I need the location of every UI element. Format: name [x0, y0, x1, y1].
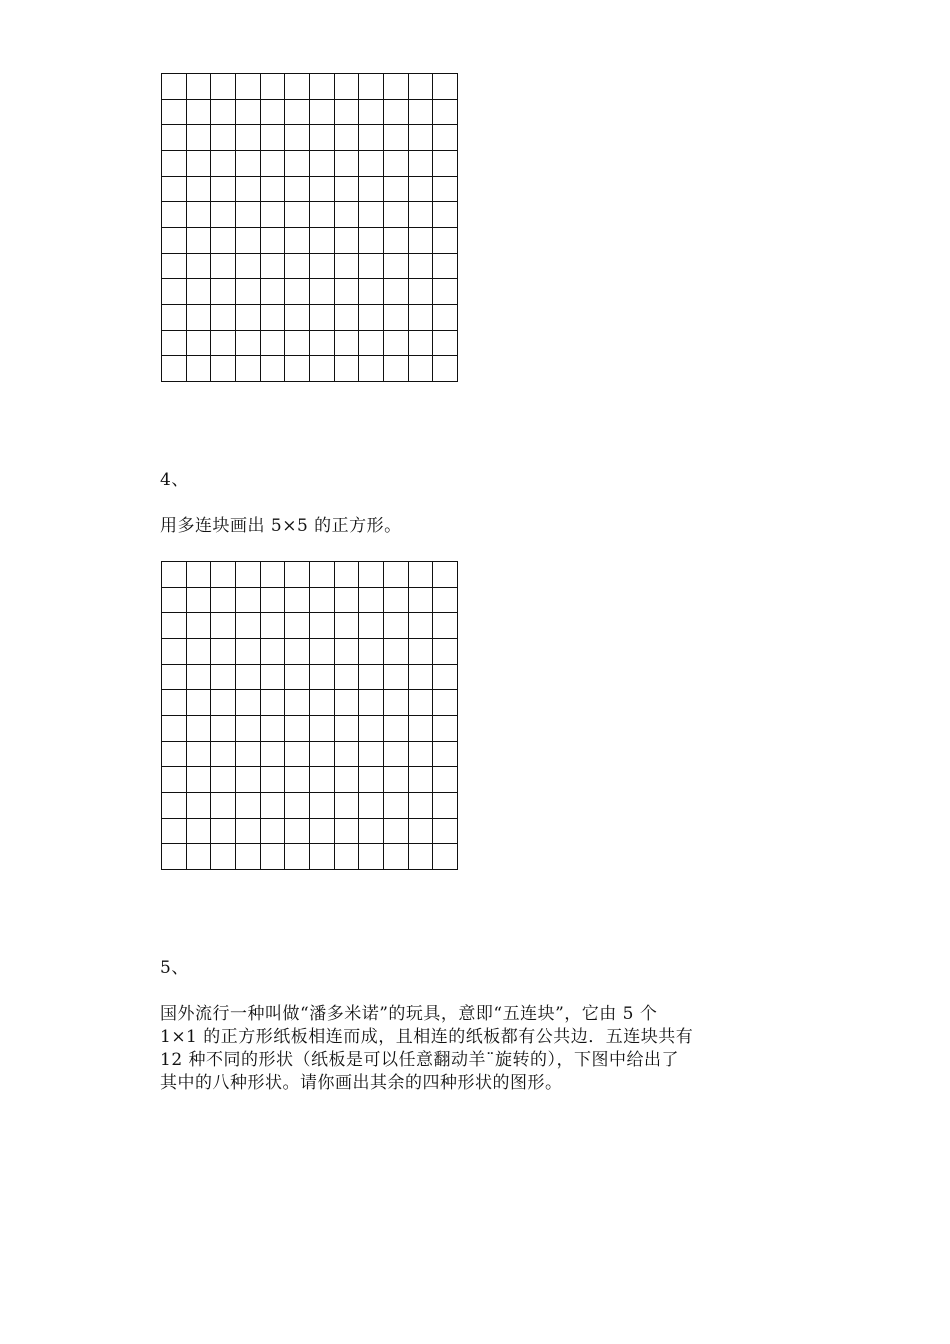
grid-cell [162, 305, 187, 331]
grid-cell [285, 562, 310, 588]
grid-cell [162, 331, 187, 357]
grid-cell [285, 279, 310, 305]
grid-cell [187, 202, 212, 228]
grid-cell [285, 356, 310, 382]
grid-cell [335, 228, 360, 254]
grid-cell [187, 819, 212, 845]
grid-cell [335, 151, 360, 177]
grid-cell [409, 356, 434, 382]
grid-cell [211, 356, 236, 382]
grid-cell [310, 716, 335, 742]
grid-cell [384, 305, 409, 331]
grid-cell [384, 639, 409, 665]
grid-cell [261, 151, 286, 177]
grid-cell [433, 151, 458, 177]
grid-cell [285, 716, 310, 742]
grid-cell [409, 562, 434, 588]
grid-cell [433, 665, 458, 691]
grid-cell [384, 356, 409, 382]
grid-cell [285, 254, 310, 280]
grid-cell [236, 228, 261, 254]
grid-cell [409, 793, 434, 819]
grid-cell [211, 279, 236, 305]
grid-cell [384, 767, 409, 793]
grid-cell [310, 177, 335, 203]
grid-cell [187, 125, 212, 151]
grid-cell [335, 279, 360, 305]
grid-cell [384, 228, 409, 254]
grid-cell [162, 177, 187, 203]
grid-cell [335, 331, 360, 357]
grid-cell [359, 151, 384, 177]
grid-cell [236, 588, 261, 614]
grid-cell [433, 716, 458, 742]
grid-cell [162, 690, 187, 716]
grid-cell [384, 151, 409, 177]
grid-cell [236, 356, 261, 382]
grid-cell [187, 254, 212, 280]
grid-cell [335, 74, 360, 100]
grid-cell [236, 665, 261, 691]
grid-cell [359, 716, 384, 742]
grid-cell [236, 305, 261, 331]
grid-cell [433, 202, 458, 228]
grid-cell [359, 74, 384, 100]
grid-cell [310, 767, 335, 793]
grid-cell [310, 305, 335, 331]
grid-cell [211, 716, 236, 742]
grid-cell [433, 177, 458, 203]
grid-cell [187, 639, 212, 665]
grid-cell [359, 279, 384, 305]
grid-cell [285, 177, 310, 203]
grid-cell [335, 562, 360, 588]
grid-cell [261, 716, 286, 742]
grid-cell [261, 228, 286, 254]
grid-cell [335, 639, 360, 665]
grid-cell [285, 228, 310, 254]
grid-cell [359, 613, 384, 639]
grid-cell [162, 100, 187, 126]
grid-cell [285, 151, 310, 177]
grid-cell [236, 331, 261, 357]
grid-cell [211, 125, 236, 151]
grid-cell [359, 228, 384, 254]
grid-cell [409, 151, 434, 177]
grid-cell [162, 844, 187, 870]
grid-cell [187, 279, 212, 305]
grid-cell [261, 665, 286, 691]
grid-cell [433, 613, 458, 639]
grid-cell [433, 742, 458, 768]
grid-cell [384, 74, 409, 100]
grid-cell [433, 125, 458, 151]
grid-cell [187, 665, 212, 691]
grid-cell [285, 665, 310, 691]
grid-cell [162, 793, 187, 819]
grid-cell [359, 125, 384, 151]
grid-cell [261, 202, 286, 228]
grid-cell [310, 690, 335, 716]
grid-cell [384, 100, 409, 126]
grid-cell [236, 254, 261, 280]
grid-cell [236, 279, 261, 305]
grid-cell [211, 613, 236, 639]
grid-cell [433, 228, 458, 254]
grid-cell [310, 793, 335, 819]
grid-cell [261, 819, 286, 845]
grid-cell [285, 202, 310, 228]
grid-cell [359, 202, 384, 228]
grid-cell [187, 151, 212, 177]
grid-cell [409, 844, 434, 870]
grid-cell [409, 228, 434, 254]
grid-cell [285, 793, 310, 819]
grid-cell [261, 844, 286, 870]
grid-cell [310, 74, 335, 100]
grid-cell [162, 74, 187, 100]
grid-cell [433, 254, 458, 280]
grid-cell [310, 639, 335, 665]
grid-cell [335, 125, 360, 151]
grid-cell [236, 690, 261, 716]
grid-cell [261, 177, 286, 203]
question-5-line: 1×1 的正方形纸板相连而成，且相连的纸板都有公共边．五连块共有 [160, 1027, 694, 1047]
grid-cell [211, 639, 236, 665]
grid-cell [187, 588, 212, 614]
grid-cell [211, 202, 236, 228]
grid-cell [211, 305, 236, 331]
grid-cell [359, 100, 384, 126]
grid-cell [211, 254, 236, 280]
grid-cell [211, 228, 236, 254]
grid-cell [335, 767, 360, 793]
grid-cell [310, 279, 335, 305]
grid-cell [236, 742, 261, 768]
question-4-text: 用多连块画出 5×5 的正方形。 [160, 516, 402, 536]
grid-cell [285, 305, 310, 331]
grid-cell [211, 690, 236, 716]
grid-cell [433, 356, 458, 382]
grid-cell [236, 125, 261, 151]
grid-cell [211, 844, 236, 870]
grid-cell [335, 690, 360, 716]
grid-cell [310, 254, 335, 280]
grid-cell [187, 177, 212, 203]
grid-cell [211, 331, 236, 357]
grid-cell [409, 254, 434, 280]
grid-cell [162, 125, 187, 151]
grid-cell [409, 665, 434, 691]
grid-cell [162, 562, 187, 588]
grid-cell [310, 613, 335, 639]
grid-cell [236, 767, 261, 793]
grid-cell [409, 819, 434, 845]
grid-cell [285, 742, 310, 768]
grid-cell [236, 716, 261, 742]
grid-cell [384, 279, 409, 305]
grid-cell [384, 562, 409, 588]
grid-cell [285, 74, 310, 100]
grid-cell [359, 331, 384, 357]
grid-cell [285, 639, 310, 665]
grid-cell [261, 254, 286, 280]
grid-cell [211, 665, 236, 691]
grid-cell [433, 793, 458, 819]
grid-cell [359, 305, 384, 331]
grid-cell [384, 690, 409, 716]
grid-cell [211, 742, 236, 768]
grid-cell [310, 125, 335, 151]
grid-cell [310, 356, 335, 382]
grid-cell [211, 177, 236, 203]
grid-cell [335, 356, 360, 382]
grid-cell [433, 767, 458, 793]
grid-cell [384, 177, 409, 203]
grid-cell [433, 639, 458, 665]
grid-cell [409, 74, 434, 100]
grid-cell [359, 819, 384, 845]
grid-cell [409, 742, 434, 768]
grid-cell [433, 844, 458, 870]
grid-cell [335, 305, 360, 331]
grid-cell [236, 177, 261, 203]
grid-cell [335, 177, 360, 203]
question-5-line: 其中的八种形状。请你画出其余的四种形状的图形。 [160, 1073, 563, 1093]
grid-cell [359, 588, 384, 614]
grid-cell [162, 356, 187, 382]
grid-cell [261, 793, 286, 819]
grid-cell [433, 305, 458, 331]
grid-cell [261, 767, 286, 793]
grid-cell [261, 690, 286, 716]
grid-cell [211, 74, 236, 100]
grid-cell [261, 305, 286, 331]
grid-cell [359, 356, 384, 382]
grid-cell [187, 716, 212, 742]
grid-cell [187, 690, 212, 716]
grid-cell [236, 100, 261, 126]
grid-cell [285, 844, 310, 870]
grid-cell [359, 254, 384, 280]
grid-cell [162, 151, 187, 177]
grid-cell [187, 793, 212, 819]
grid-cell [162, 228, 187, 254]
grid-cell [187, 562, 212, 588]
grid-cell [433, 331, 458, 357]
question-5-text [160, 1003, 693, 1095]
grid-cell [285, 331, 310, 357]
grid-cell [285, 690, 310, 716]
grid-cell [409, 639, 434, 665]
grid-cell [335, 819, 360, 845]
grid-cell [162, 819, 187, 845]
grid-cell [261, 331, 286, 357]
grid-cell [433, 588, 458, 614]
grid-cell [285, 588, 310, 614]
grid-cell [261, 639, 286, 665]
grid-cell [211, 100, 236, 126]
grid-cell [285, 613, 310, 639]
grid-cell [335, 100, 360, 126]
grid-cell [409, 177, 434, 203]
grid-cell [310, 562, 335, 588]
grid-cell [433, 100, 458, 126]
grid-cell [187, 742, 212, 768]
grid-cell [162, 613, 187, 639]
grid-cell [211, 588, 236, 614]
grid-cell [433, 74, 458, 100]
grid-cell [384, 665, 409, 691]
grid-cell [187, 331, 212, 357]
grid-cell [433, 562, 458, 588]
grid-cell [236, 613, 261, 639]
grid-cell [261, 742, 286, 768]
grid-cell [236, 639, 261, 665]
grid-cell [310, 819, 335, 845]
grid-cell [310, 844, 335, 870]
grid-cell [162, 588, 187, 614]
grid-cell [384, 254, 409, 280]
question-4-number: 4、 [160, 470, 189, 490]
grid-cell [162, 279, 187, 305]
grid-cell [359, 665, 384, 691]
grid-cell [187, 613, 212, 639]
grid-cell [261, 613, 286, 639]
grid-cell [162, 716, 187, 742]
grid-cell [335, 613, 360, 639]
grid-cell [359, 767, 384, 793]
grid-cell [187, 767, 212, 793]
grid-cell [335, 588, 360, 614]
drawing-grid-1 [161, 73, 458, 382]
grid-cell [187, 305, 212, 331]
grid-cell [162, 202, 187, 228]
grid-cell [162, 742, 187, 768]
grid-cell [261, 125, 286, 151]
grid-cell [335, 844, 360, 870]
grid-cell [335, 716, 360, 742]
grid-cell [384, 588, 409, 614]
drawing-grid-2 [161, 561, 458, 870]
grid-cell [359, 844, 384, 870]
grid-cell [384, 793, 409, 819]
grid-cell [211, 819, 236, 845]
grid-cell [211, 151, 236, 177]
grid-cell [335, 793, 360, 819]
grid-cell [310, 228, 335, 254]
grid-cell [409, 100, 434, 126]
grid-cell [384, 613, 409, 639]
grid-cell [261, 74, 286, 100]
grid-cell [384, 819, 409, 845]
grid-cell [310, 151, 335, 177]
grid-cell [409, 305, 434, 331]
grid-cell [187, 844, 212, 870]
grid-cell [236, 819, 261, 845]
grid-cell [187, 74, 212, 100]
grid-cell [236, 562, 261, 588]
grid-cell [335, 202, 360, 228]
grid-cell [359, 742, 384, 768]
grid-cell [335, 742, 360, 768]
grid-cell [409, 767, 434, 793]
grid-cell [236, 793, 261, 819]
grid-cell [409, 202, 434, 228]
grid-cell [236, 844, 261, 870]
grid-cell [409, 588, 434, 614]
grid-cell [261, 100, 286, 126]
grid-cell [409, 125, 434, 151]
grid-cell [409, 331, 434, 357]
grid-cell [310, 665, 335, 691]
grid-cell [261, 588, 286, 614]
grid-cell [335, 254, 360, 280]
grid-cell [310, 100, 335, 126]
grid-cell [236, 74, 261, 100]
grid-cell [162, 665, 187, 691]
grid-cell [285, 767, 310, 793]
grid-cell [384, 331, 409, 357]
grid-cell [409, 279, 434, 305]
grid-cell [359, 177, 384, 203]
question-5-line: 12 种不同的形状（纸板是可以任意翻动羊¨旋转的），下图中给出了 [160, 1050, 680, 1070]
grid-cell [433, 279, 458, 305]
grid-cell [261, 279, 286, 305]
question-5-line: 国外流行一种叫做“潘多米诺”的玩具，意即“五连块”，它由 5 个 [160, 1004, 658, 1024]
grid-cell [384, 716, 409, 742]
grid-cell [409, 613, 434, 639]
grid-cell [433, 819, 458, 845]
grid-cell [261, 356, 286, 382]
grid-cell [261, 562, 286, 588]
grid-cell [187, 356, 212, 382]
grid-cell [310, 588, 335, 614]
grid-cell [359, 690, 384, 716]
grid-cell [409, 690, 434, 716]
grid-cell [285, 100, 310, 126]
grid-cell [310, 202, 335, 228]
grid-cell [285, 819, 310, 845]
grid-cell [335, 665, 360, 691]
question-5-number: 5、 [160, 958, 189, 978]
grid-cell [162, 767, 187, 793]
grid-cell [211, 793, 236, 819]
grid-cell [384, 125, 409, 151]
grid-cell [236, 151, 261, 177]
grid-cell [359, 639, 384, 665]
grid-cell [162, 639, 187, 665]
grid-cell [359, 562, 384, 588]
grid-cell [162, 254, 187, 280]
grid-cell [384, 844, 409, 870]
grid-cell [236, 202, 261, 228]
grid-cell [187, 100, 212, 126]
grid-cell [384, 202, 409, 228]
grid-cell [384, 742, 409, 768]
grid-cell [285, 125, 310, 151]
grid-cell [211, 767, 236, 793]
grid-cell [409, 716, 434, 742]
grid-cell [310, 742, 335, 768]
grid-cell [187, 228, 212, 254]
grid-cell [310, 331, 335, 357]
grid-cell [211, 562, 236, 588]
grid-cell [359, 793, 384, 819]
grid-cell [433, 690, 458, 716]
